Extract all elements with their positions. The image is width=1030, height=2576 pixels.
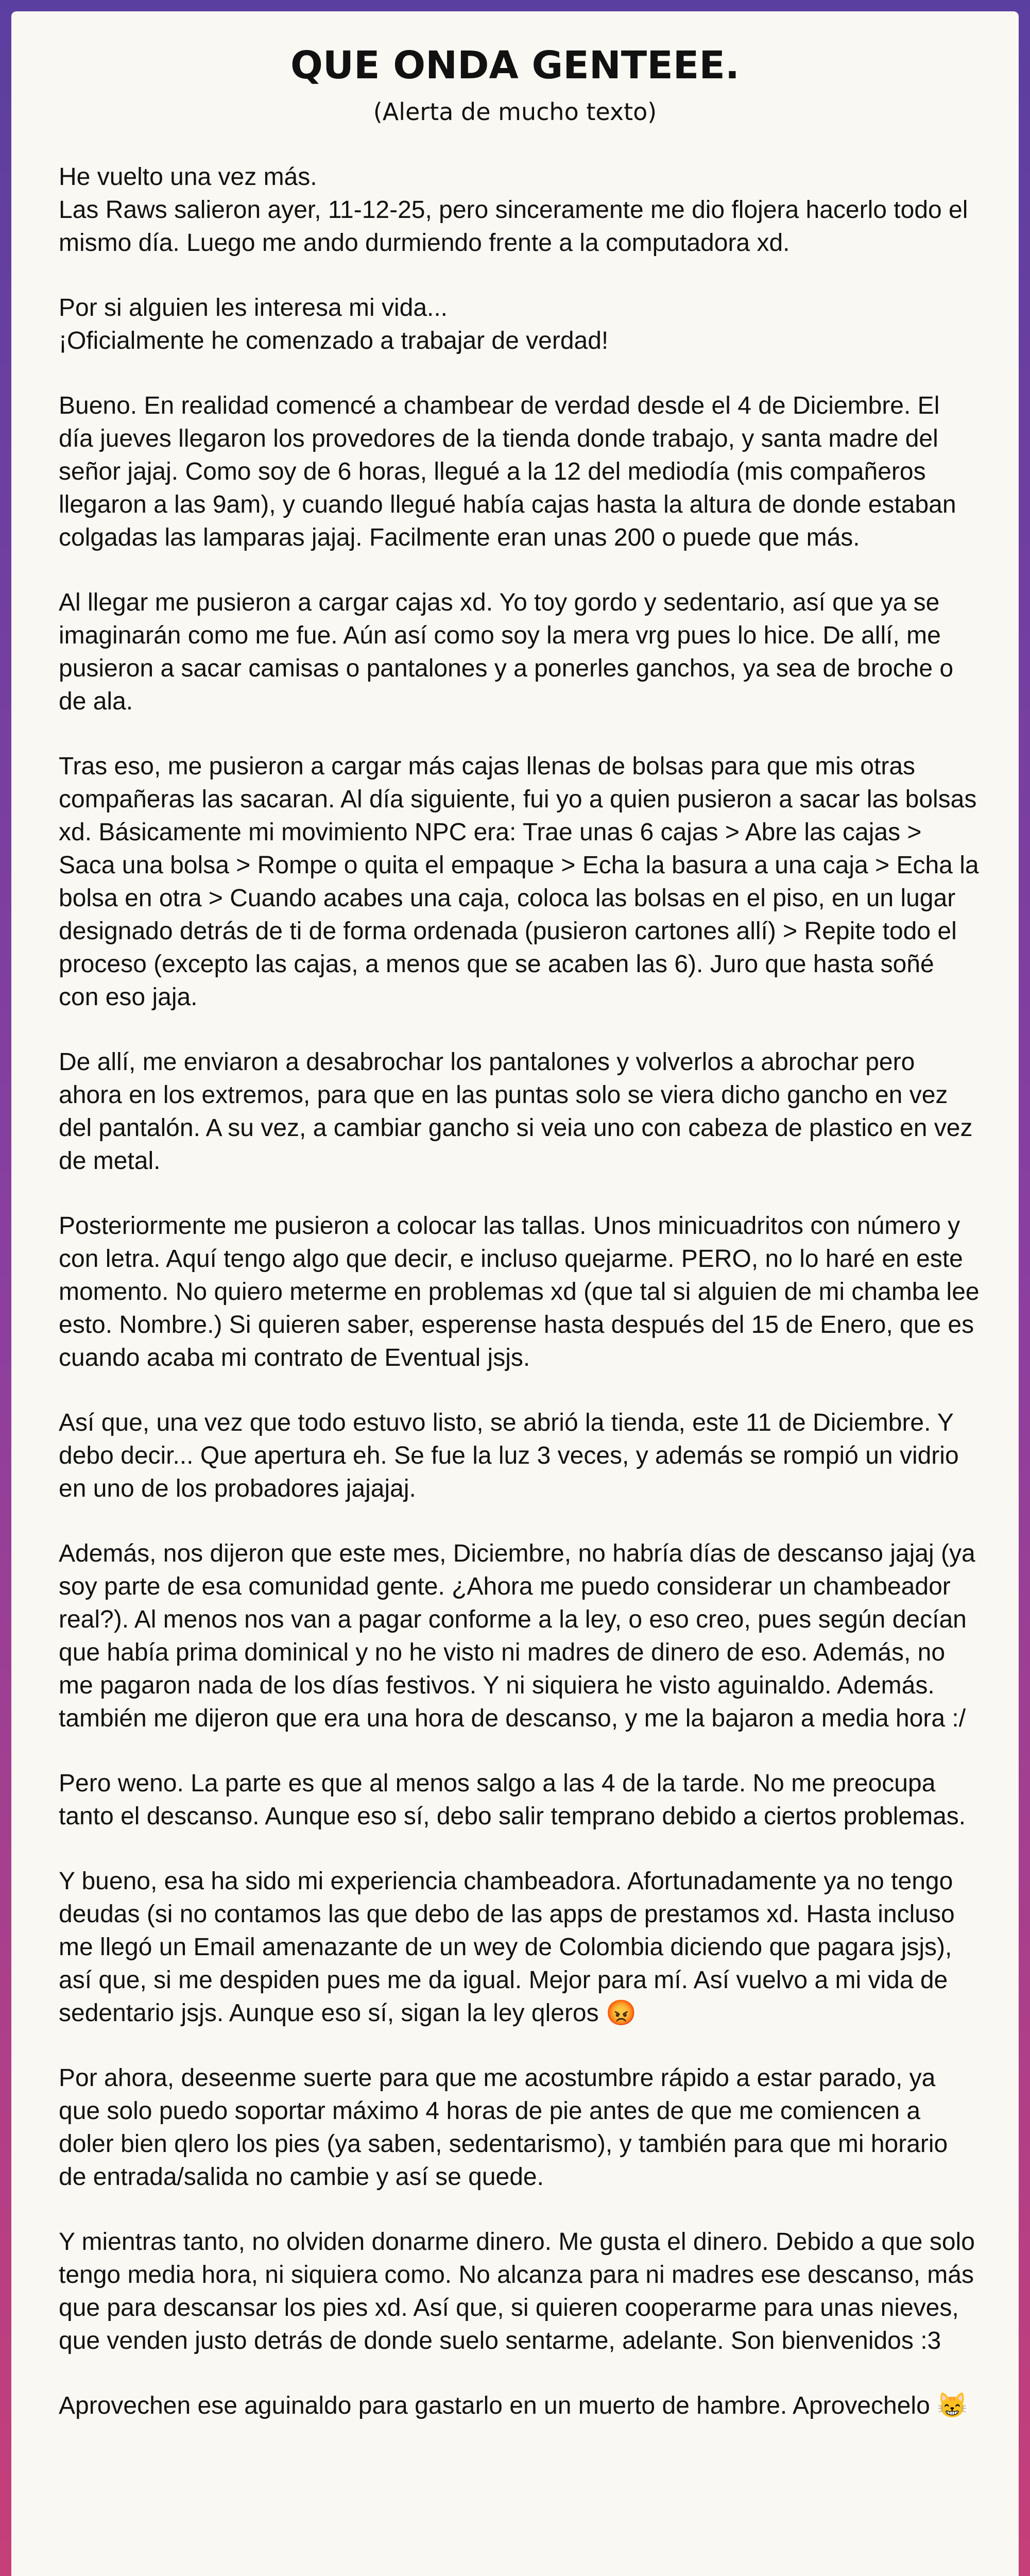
- paragraph: Tras eso, me pusieron a cargar más cajas llenas de bolsas para que mis otras compañeras las sacaran. Al día siguiente, fui yo a quien pusieron a sacar las bolsas xd. Básicamente mi movimiento NPC era: Trae unas 6 cajas > Abre las cajas > Saca una bolsa > Rompe o quita el empaque > Echa la basura a una caja > Echa la bolsa en otra > Cuando acabes una caja, coloca las bolsas en el piso, en un lugar designado detrás de ti de forma ordenada (pusieron cartones allí) > Repite todo el proceso (excepto las cajas, a menos que se acaben las 6). Juro que hasta soñé con eso jaja.: [59, 753, 986, 1011]
- page-card: [11, 11, 1019, 2576]
- paragraph: Bueno. En realidad comencé a chambear de verdad desde el 4 de Diciembre. El día jueves llegaron los provedores de la tienda donde trabajo, y santa madre del señor jajaj. Como soy de 6 horas, llegué a la 12 del mediodía (mis compañeros llegaron a las 9am), y cuando llegué había cajas hasta la altura de donde estaban colgadas las lamparas jajaj. Facilmente eran unas 200 o puede que más.: [59, 392, 963, 551]
- paragraph: Y bueno, esa ha sido mi experiencia chambeadora. Afortunadamente ya no tengo deudas (si no contamos las que debo de las apps de prestamos xd. Hasta incluso me llegó un Email amenazante de un wey de Colombia diciendo que pagara jsjs), así que, si me despiden pues me da igual. Mejor para mí. Así vuelvo a mi vida de sedentario jsjs. Aunque eso sí, sigan la ley qleros 😡: [59, 1868, 962, 2027]
- paragraph: Así que, una vez que todo estuvo listo, se abrió la tienda, este 11 de Diciembre. Y debo decir... Que apertura eh. Se fue la luz 3 veces, y además se rompió un vidrio en uno de los probadores jajajaj.: [59, 1409, 966, 1502]
- paragraph: Además, nos dijeron que este mes, Diciembre, no habría días de descanso jajaj (ya soy parte de esa comunidad gente. ¿Ahora me puedo considerar un chambeador real?). Al menos nos van a pagar conforme a la ley, o eso creo, pues según decían que había prima dominical y no he visto ni madres de dinero de eso. Además, no me pagaron nada de los días festivos. Y ni siquiera he visto aguinaldo. Además. también me dijeron que era una hora de descanso, y me la bajaron a media hora :/: [59, 1540, 982, 1732]
- paragraph: He vuelto una vez más. Las Raws salieron ayer, 11-12-25, pero sinceramente me dio flojera hacerlo todo el mismo día. Luego me ando durmiendo frente a la computadora xd.: [59, 163, 968, 257]
- paragraph: Aprovechen ese aguinaldo para gastarlo en un muerto de hambre. Aprovechelo 😸: [59, 2392, 968, 2419]
- message-body: [59, 161, 986, 2454]
- paragraph: De allí, me enviaron a desabrochar los pantalones y volverlos a abrochar pero ahora en los extremos, para que en las puntas solo se viera dicho gancho en vez del pantalón. A su vez, a cambiar gancho si veia uno con cabeza de plastico en vez de metal.: [59, 1048, 980, 1175]
- page-subtitle: (Alerta de mucho texto): [373, 98, 657, 126]
- paragraph: Por si alguien les interesa mi vida... ¡Oficialmente he comenzado a trabajar de verdad!: [59, 294, 609, 354]
- paragraph: Pero weno. La parte es que al menos salgo a las 4 de la tarde. No me preocupa tanto el descanso. Aunque eso sí, debo salir temprano debido a ciertos problemas.: [59, 1770, 966, 1830]
- page-title: QUE ONDA GENTEEE.: [290, 43, 740, 88]
- paragraph: Al llegar me pusieron a cargar cajas xd. Yo toy gordo y sedentario, así que ya se imaginarán como me fue. Aún así como soy la mera vrg pues lo hice. De allí, me pusieron a sacar camisas o pantalones y a ponerles ganchos, ya sea de broche o de ala.: [59, 589, 960, 715]
- paragraph: Por ahora, deseenme suerte para que me acostumbre rápido a estar parado, ya que solo puedo soportar máximo 4 horas de pie antes de que me comiencen a doler bien qlero los pies (ya saben, sedentarismo), y también para que mi horario de entrada/salida no cambie y así se quede.: [59, 2064, 955, 2191]
- paragraph: Posteriormente me pusieron a colocar las tallas. Unos minicuadritos con número y con letra. Aquí tengo algo que decir, e incluso quejarme. PERO, no lo haré en este momento. No quiero meterme en problemas xd (que tal si alguien de mi chamba lee esto. Nombre.) Si quieren saber, esperense hasta después del 15 de Enero, que es cuando acaba mi contrato de Eventual jsjs.: [59, 1212, 986, 1371]
- paragraph: Y mientras tanto, no olviden donarme dinero. Me gusta el dinero. Debido a que solo tengo media hora, ni siquiera como. No alcanza para ni madres ese descanso, más que para descansar los pies xd. Así que, si quieren cooperarme para unas nieves, que venden justo detrás de donde suelo sentarme, adelante. Son bienvenidos :3: [59, 2228, 982, 2354]
